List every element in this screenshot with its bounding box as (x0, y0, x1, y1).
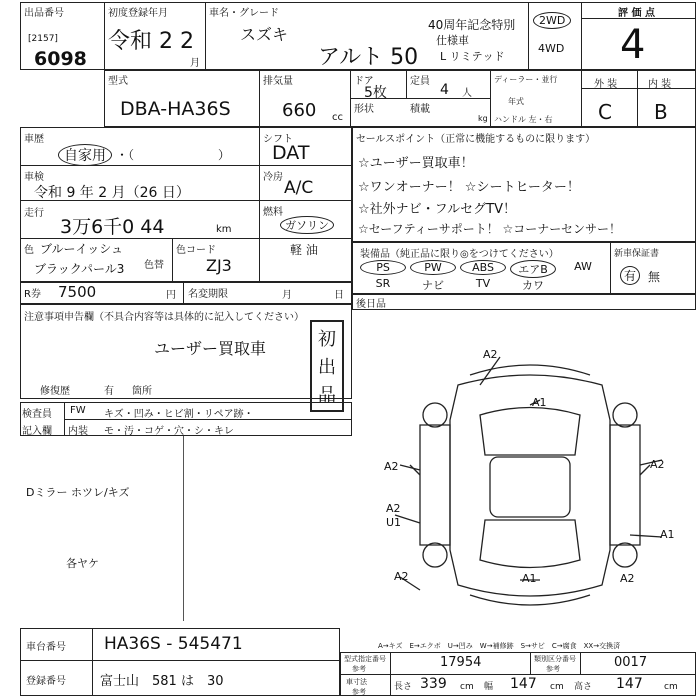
drive-4wd: 4WD (538, 42, 565, 55)
year-label: 年式 (508, 97, 524, 106)
selling-point: ☆ユーザー買取車！ (358, 156, 474, 171)
dealer-label: ディーラー・並行 (494, 75, 558, 84)
reg-value: 富士山 581 は 30 (100, 674, 224, 689)
hand-note-1: Dミラー ホツレ/キズ (26, 486, 130, 499)
color-code-value: ZJ3 (206, 256, 232, 275)
color-value2: ブラックパール3 (34, 262, 125, 276)
equipment-item: SR (375, 277, 391, 290)
class-value: 0017 (614, 655, 648, 670)
chassis-value: HA36S - 545471 (104, 634, 243, 654)
model-cert-label: 型式指定番号 (344, 655, 386, 663)
r-unit: 円 (166, 290, 176, 301)
shift-value: DAT (272, 142, 310, 164)
repair-label: 修復歴 (40, 386, 70, 397)
inspector-label: 検査員 (22, 409, 52, 420)
disp-label: 排気量 (263, 76, 293, 87)
selling-point: ☆ワンオーナー！ ☆シートヒーター！ (358, 180, 580, 195)
ac-label: 冷房 (263, 172, 283, 183)
equipment-item: ABS (460, 260, 506, 275)
equipment-item: カワ (522, 279, 544, 292)
equipment-item: PW (410, 260, 456, 275)
inspect-label: 車検 (24, 172, 44, 183)
len-label: 長さ (394, 682, 413, 692)
height-unit: cm (664, 682, 678, 692)
damage-mark: A2 (386, 502, 401, 515)
capacity-unit: 人 (462, 88, 472, 99)
fuel-label: 燃料 (263, 207, 283, 218)
len-value: 339 (420, 676, 447, 692)
damage-mark: A2 (394, 570, 409, 583)
ext-tag: FW (70, 405, 86, 416)
shift-label: シフト (263, 134, 293, 145)
first-reg-label: 初度登録年月 (108, 8, 168, 19)
color-change-label: 色替 (144, 260, 164, 271)
color-value1: ブルーイッシュ (40, 242, 124, 256)
size-ref-label: 参考 (352, 688, 366, 696)
deadline-day-unit: 日 (334, 290, 344, 301)
post-items-block (352, 294, 696, 310)
color-code-label: 色コード (176, 245, 216, 256)
selling-point: ☆社外ナビ・フルセグTV！ (358, 202, 516, 217)
len-unit: cm (460, 682, 474, 692)
damage-mark: A1 (522, 572, 537, 585)
model-cert-value: 17954 (440, 655, 482, 670)
ext-items: キズ・凹み・ヒビ割・リペア跡・ (104, 409, 254, 420)
name-label: 車名・グレード (209, 8, 279, 19)
damage-mark: A2 (650, 458, 665, 471)
damage-mark: U1 (386, 516, 402, 529)
equipment-item: AW (574, 260, 592, 273)
inspect-value: 令和 9 年 2 月（26 日） (34, 185, 190, 201)
shape-label: 形状 (354, 104, 374, 115)
load-unit: kg (478, 114, 488, 123)
damage-mark: A2 (620, 572, 635, 585)
hand-note-2: 各ヤケ (66, 557, 99, 570)
selling-label: セールスポイント（正常に機能するものに限ります） (356, 134, 596, 145)
grade-line2: 仕様車 (436, 34, 469, 47)
new-record-label: 新車保証書 (614, 249, 660, 259)
color-label: 色 (24, 245, 34, 256)
history-label: 車歴 (24, 134, 44, 145)
size-label: 車寸法 (346, 678, 367, 686)
post-label: 後日品 (356, 299, 386, 310)
handle-label: ハンドル 左・右 (494, 115, 553, 124)
equipment-item: TV (475, 277, 491, 290)
first-reg-value: 令和 2 2 (108, 29, 194, 54)
damage-mark: A2 (483, 348, 498, 361)
ext-grade: C (598, 100, 612, 124)
grade-line1: 40周年記念特別 (428, 18, 516, 32)
model-value: DBA-HA36S (120, 98, 231, 120)
door-value: 5枚 (364, 85, 387, 101)
new-record-no: 無 (648, 270, 661, 284)
fuel-alt: 軽 油 (290, 243, 318, 257)
deadline-unit: 月 (282, 290, 292, 301)
lot-label: 出品番号 (24, 8, 64, 19)
r-value: 7500 (58, 283, 97, 301)
lot-number: 6098 (34, 48, 87, 70)
class-ref-label: 参考 (546, 665, 560, 673)
first-listing-text: 初出品 (318, 329, 336, 406)
mileage-unit: km (216, 224, 232, 235)
int-tag: 内装 (68, 426, 88, 437)
ext-label: 外 装 (594, 79, 618, 90)
fuel-value: ガソリン (280, 216, 334, 234)
damage-legend: A→キズ E→エクボ U→凹み W→補修跡 S→サビ C→腐食 XX→交換済 (378, 642, 621, 650)
mileage-value: 3万6千0 44 (60, 216, 165, 238)
grade-line3: L リミテッド (440, 50, 505, 63)
disp-value: 660 (282, 100, 317, 121)
disp-unit: cc (332, 112, 343, 123)
ref-label: 参考 (352, 665, 366, 673)
width-value: 147 (510, 676, 537, 692)
notes-label: 注意事項申告欄（不具合内容等は具体的に記入してください） (24, 312, 304, 323)
history-rest: ・（ ） (116, 148, 231, 162)
damage-mark: A2 (384, 460, 399, 473)
r-label: R券 (24, 289, 41, 300)
int-label: 内 装 (648, 79, 672, 90)
reg-label: 登録番号 (26, 676, 66, 687)
chassis-label: 車台番号 (26, 642, 66, 653)
new-record-yes: 有 (620, 266, 640, 285)
width-unit: cm (550, 682, 564, 692)
car-name: スズキ (240, 25, 289, 44)
equipment-item: エアB (510, 260, 556, 278)
capacity-label: 定員 (410, 76, 430, 87)
damage-mark: A1 (660, 528, 675, 541)
equipment-label: 装備品（純正品に限り◎をつけてください） (360, 249, 559, 260)
damage-mark: A1 (532, 396, 547, 409)
selling-point: ☆セーフティーサポート！ ☆コーナーセンサー！ (358, 222, 622, 236)
first-reg-unit: 月 (190, 58, 200, 69)
door-label: ドア (354, 76, 374, 87)
capacity-value: 4 (440, 82, 449, 98)
ac-value: A/C (284, 178, 314, 198)
int-grade: B (654, 100, 668, 124)
width-label: 幅 (484, 682, 494, 692)
height-value: 147 (616, 676, 643, 692)
equipment-item: PS (360, 260, 406, 275)
eval-score: 4 (620, 22, 646, 68)
record-label: 記入欄 (22, 426, 52, 437)
car-damage-diagram (380, 345, 700, 625)
mileage-label: 走行 (24, 208, 44, 219)
eval-label: 評 価 点 (618, 8, 655, 19)
load-label: 積載 (410, 104, 430, 115)
drive-2wd: 2WD (533, 12, 571, 29)
model-label: 型式 (108, 76, 128, 87)
class-label: 類別区分番号 (534, 655, 576, 663)
notes-content: ユーザー買取車 (154, 339, 267, 358)
equipment-item: ナビ (422, 279, 444, 292)
repair-unit: 箇所 (132, 386, 152, 397)
lot-sub: [2157] (28, 34, 58, 44)
history-value: 自家用 (58, 144, 112, 166)
int-items: モ・汚・コゲ・穴・シ・キレ (104, 426, 234, 437)
deadline-label: 名変期限 (188, 289, 228, 300)
repair-value: 有 (104, 386, 114, 397)
height-label: 高さ (574, 682, 593, 692)
model-hand: アルト 50 (318, 45, 419, 70)
